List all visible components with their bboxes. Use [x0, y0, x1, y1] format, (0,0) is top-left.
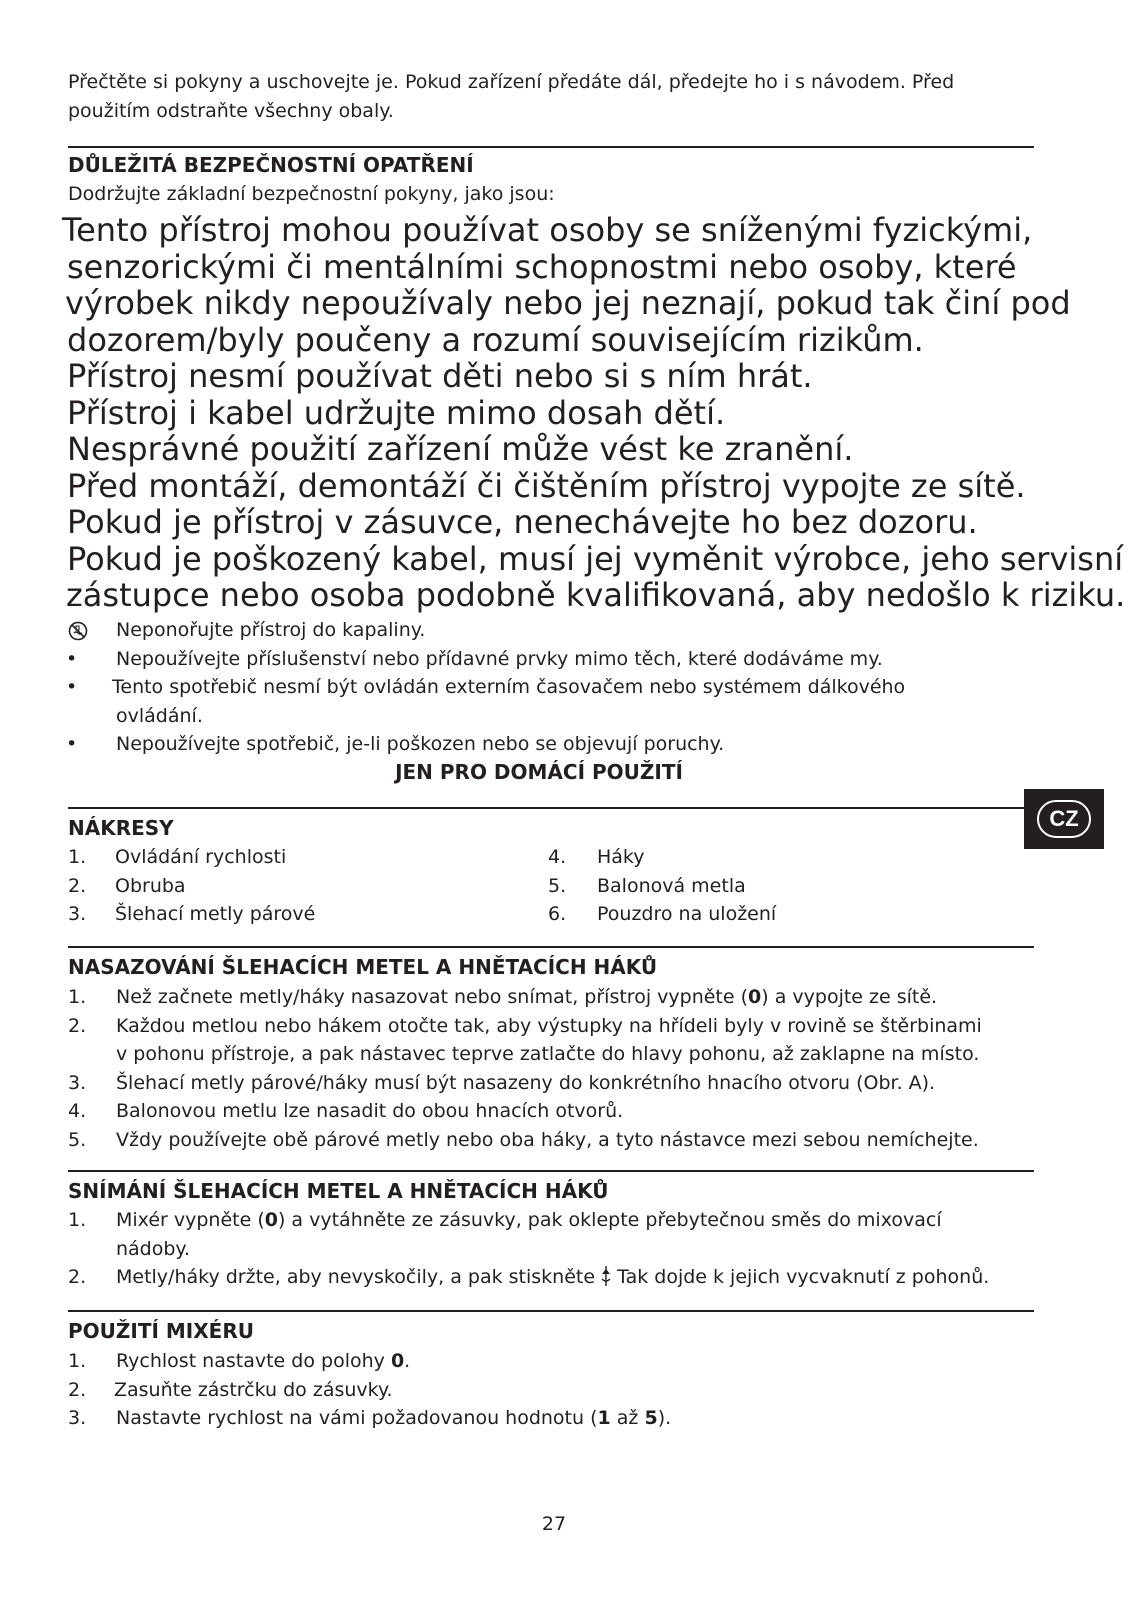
item-number: 5. — [548, 874, 567, 897]
text-part: Tak dojde k jejich vycvaknutí z pohonů. — [611, 1266, 990, 1288]
intro-line: Přečtěte si pokyny a uschovejte je. Pokud zařízení předáte dál, předejte ho i s návodem. Před — [68, 71, 955, 93]
intro-line: použitím odstraňte všechny obaly. — [68, 100, 394, 122]
item-label: Obruba — [115, 874, 186, 897]
intro-text — [68, 68, 1028, 126]
item-label: Háky — [597, 846, 645, 868]
text-part: ) a vypojte ze sítě. — [761, 986, 938, 1008]
list-text: Šlehací metly párové/háky musí být nasazeny do konkrétního hnacího otvoru (Obr. A). — [116, 1071, 936, 1094]
item-number: 2. — [68, 1014, 87, 1037]
text-line: nádoby. — [116, 1237, 191, 1260]
text-line: v pohonu přístroje, a pak nástavec teprve zatlačte do hlavy pohonu, až zaklapne na místo. — [116, 1043, 980, 1065]
list-item — [62, 1097, 1030, 1126]
item-label: Šlehací metly párové — [115, 903, 316, 925]
removing-list — [62, 1206, 1030, 1296]
list-item — [62, 1126, 1030, 1155]
bold-value: 0 — [264, 1209, 278, 1231]
item-label: Ovládání rychlosti — [115, 846, 287, 868]
list-text: Neponořujte přístroj do kapaliny. — [116, 619, 426, 641]
warning-line: výrobek nikdy nepoužívaly nebo jej neznají, pokud tak činí pod — [65, 284, 1071, 322]
bullet: • — [66, 647, 78, 670]
list-item — [548, 872, 988, 901]
text-part: Mixér vypněte ( — [116, 1209, 265, 1231]
item-number: 3. — [68, 1407, 87, 1429]
list-item — [62, 1404, 1030, 1433]
page-number: 27 — [541, 1513, 567, 1535]
eject-button-icon — [601, 1265, 611, 1296]
item-number: 2. — [68, 1266, 87, 1288]
item-number: 5. — [68, 1128, 87, 1151]
warning-line: Přístroj nesmí používat děti nebo si s ním hrát. — [67, 357, 813, 395]
usage-heading: POUŽITÍ MIXÉRU — [68, 1319, 254, 1343]
item-number: 1. — [68, 986, 87, 1008]
fitting-heading: NASAZOVÁNÍ ŠLEHACÍCH METEL A HNĚTACÍCH HÁKŮ — [68, 955, 658, 979]
section-divider — [68, 946, 1034, 948]
safety-list — [62, 616, 1030, 759]
list-item — [62, 1376, 1030, 1405]
list-item — [68, 872, 508, 901]
usage-list — [62, 1347, 1030, 1433]
warning-line: dozorem/byly poučeny a rozumí souvisejícím rizikům. — [67, 320, 924, 359]
list-item — [62, 730, 1030, 759]
list-item — [68, 900, 508, 929]
item-number: 6. — [548, 903, 567, 925]
list-item — [62, 1347, 1030, 1376]
text-part: ). — [657, 1407, 672, 1429]
text-part: Nastavte rychlost na vámi požadovanou hodnotu ( — [116, 1407, 598, 1429]
list-item — [62, 673, 1030, 702]
no-immersion-icon — [68, 621, 88, 641]
text-line: Každou metlou nebo hákem otočte tak, aby výstupky na hřídeli byly v rovině se štěrbinami — [116, 1014, 982, 1037]
home-use-heading: JEN PRO DOMÁCÍ POUŽITÍ — [395, 760, 683, 784]
language-badge — [1024, 789, 1104, 849]
safety-warnings — [62, 211, 1126, 614]
item-number: 3. — [68, 903, 87, 925]
bold-value: 0 — [390, 1350, 405, 1372]
list-text: Tento spotřebič nesmí být ovládán externím časovačem nebo systémem dálkového — [112, 676, 906, 698]
list-text — [62, 1206, 1030, 1263]
warning-line: Před montáží, demontáží či čištěním přístroj vypojte ze sítě. — [67, 466, 1026, 505]
list-text: Vždy používejte obě párové metly nebo oba háky, a tyto nástavce mezi sebou nemíchejte. — [116, 1128, 979, 1151]
section-divider — [68, 1170, 1034, 1172]
list-item — [62, 1263, 1030, 1296]
list-item — [548, 900, 988, 929]
item-number: 4. — [68, 1100, 87, 1122]
item-number: 2. — [68, 1378, 87, 1401]
warning-line: Pokud je přístroj v zásuvce, nenechávejte ho bez dozoru. — [67, 503, 978, 541]
drawings-left-column — [68, 843, 508, 929]
item-label: Balonová metla — [597, 874, 746, 897]
text-part: . — [404, 1350, 411, 1372]
section-divider — [68, 807, 1034, 809]
warning-line: senzorickými či mentálními schopnostmi nebo osoby, které — [67, 247, 1017, 286]
list-text: Nepoužívejte příslušenství nebo přídavné prvky mimo těch, které dodáváme my. — [116, 647, 883, 670]
text-part: Rychlost nastavte do polohy — [116, 1350, 391, 1372]
list-item — [62, 1069, 1030, 1098]
item-number: 1. — [68, 1209, 87, 1231]
list-text — [62, 1263, 1030, 1296]
list-text — [62, 1347, 1030, 1376]
item-number: 2. — [68, 874, 87, 897]
list-text — [62, 983, 1030, 1012]
text-part: ) a vytáhněte ze zásuvky, pak oklepte přebytečnou směs do mixovací — [277, 1209, 942, 1231]
language-code: CZ — [1037, 800, 1091, 838]
item-number: 1. — [68, 846, 87, 868]
item-label: Pouzdro na uložení — [597, 903, 777, 925]
list-item — [62, 645, 1030, 674]
list-item — [548, 843, 988, 872]
drawings-heading: NÁKRESY — [68, 816, 174, 840]
warning-line: Přístroj i kabel udržujte mimo dosah dětí. — [67, 393, 726, 432]
list-item — [62, 702, 1030, 731]
warning-line: Tento přístroj mohou používat osoby se sníženými fyzickými, — [62, 211, 1033, 249]
list-text: Nepoužívejte spotřebič, je-li poškozen nebo se objevují poruchy. — [116, 733, 725, 755]
list-item — [62, 1012, 1030, 1069]
text-part: až — [610, 1407, 645, 1429]
text-part: Metly/háky držte, aby nevyskočily, a pak stiskněte — [116, 1266, 602, 1288]
item-number: 4. — [548, 846, 567, 868]
removing-heading: SNÍMÁNÍ ŠLEHACÍCH METEL A HNĚTACÍCH HÁKŮ — [68, 1179, 609, 1203]
bullet: • — [66, 733, 78, 755]
item-number: 3. — [68, 1071, 87, 1094]
list-text: Zasuňte zástrčku do zásuvky. — [114, 1378, 393, 1401]
list-item — [62, 616, 1030, 645]
fitting-list — [62, 983, 1030, 1154]
bold-value: 0 — [748, 986, 762, 1008]
warning-line: Nesprávné použití zařízení může vést ke zranění. — [67, 430, 854, 468]
section-divider — [68, 146, 1034, 148]
warning-line: zástupce nebo osoba podobně kvalifikovaná, aby nedošlo k riziku. — [66, 576, 1126, 614]
list-item — [68, 843, 508, 872]
safety-heading: DŮLEŽITÁ BEZPEČNOSTNÍ OPATŘENÍ — [68, 153, 474, 177]
list-text: Balonovou metlu lze nasadit do obou hnacích otvorů. — [116, 1100, 624, 1122]
bold-value: 5 — [644, 1407, 658, 1429]
text-part: Než začnete metly/háky nasazovat nebo snímat, přístroj vypněte ( — [116, 986, 749, 1008]
list-text — [62, 1404, 1030, 1433]
item-number: 1. — [68, 1350, 87, 1372]
drawings-right-column — [548, 843, 988, 929]
section-divider — [68, 1310, 1034, 1312]
warning-line: Pokud je poškozený kabel, musí jej vyměnit výrobce, jeho servisní — [67, 539, 1124, 578]
safety-subheading: Dodržujte základní bezpečnostní pokyny, jako jsou: — [68, 183, 555, 205]
list-item — [62, 1206, 1030, 1263]
list-item — [62, 983, 1030, 1012]
list-text — [62, 1012, 1030, 1069]
bullet: • — [66, 676, 78, 698]
bold-value: 1 — [597, 1407, 611, 1429]
list-text: ovládání. — [116, 704, 203, 727]
